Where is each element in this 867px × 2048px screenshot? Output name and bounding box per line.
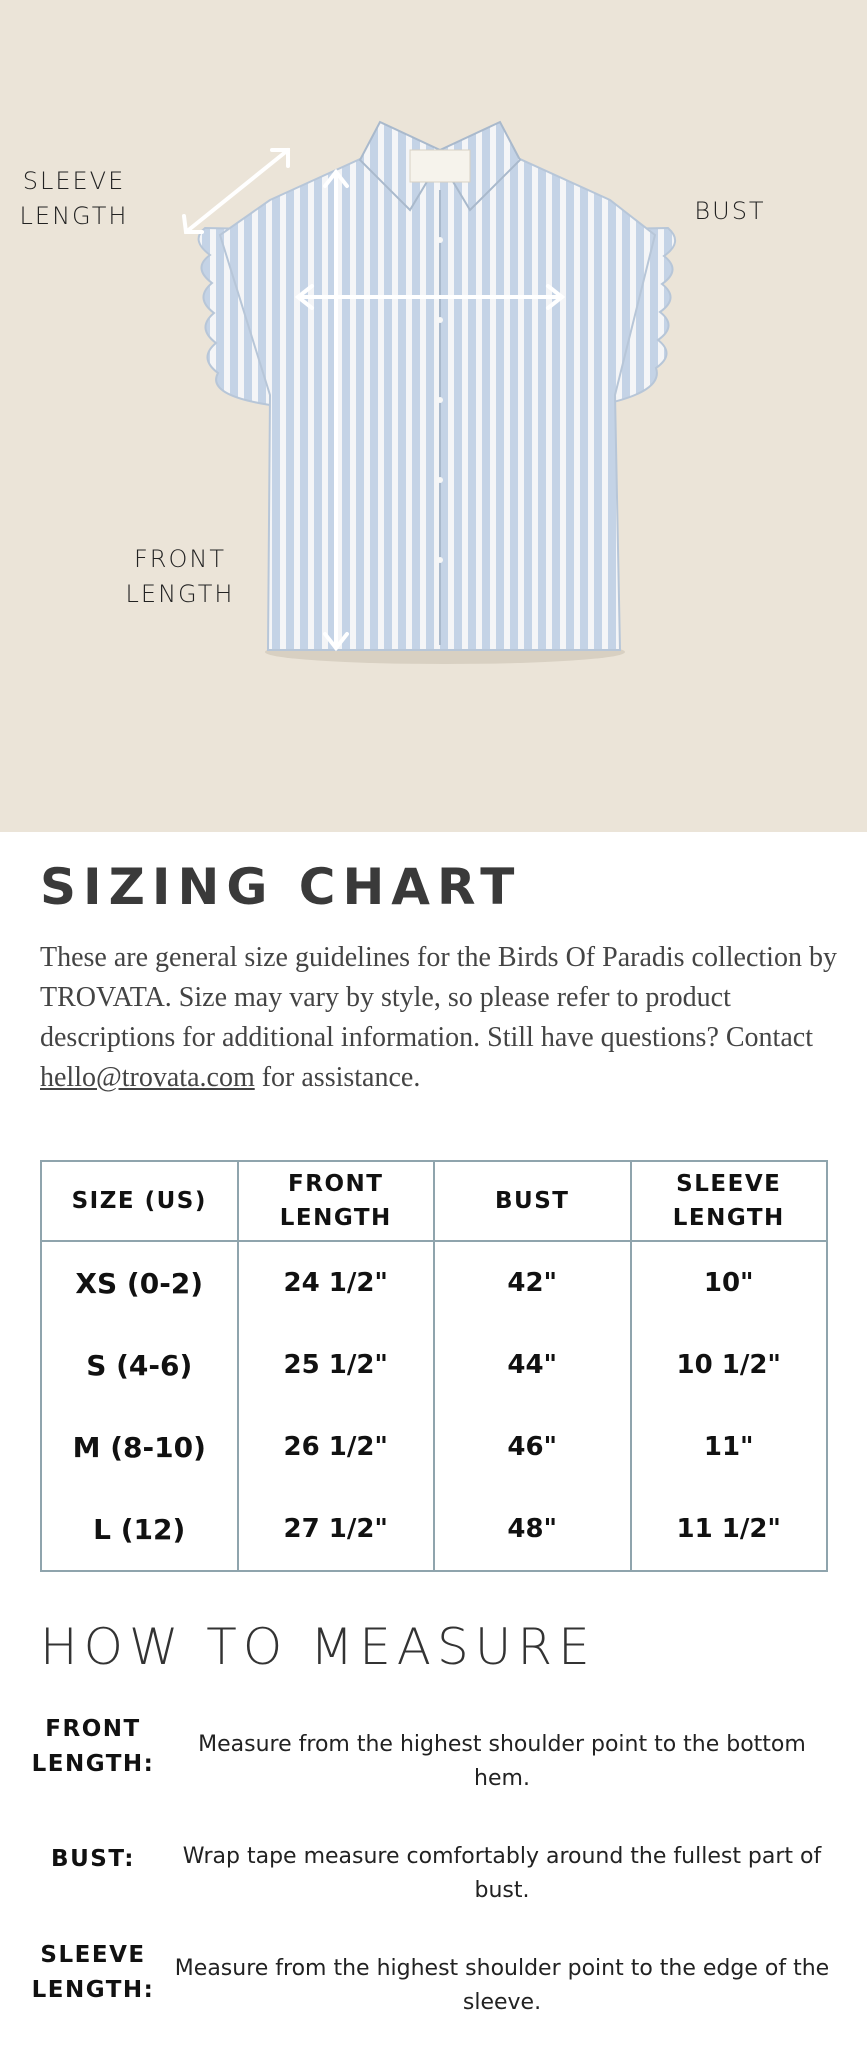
table-row (41, 1406, 827, 1488)
measure-definition: Measure from the highest shoulder point to the edge of the sleeve. (174, 1956, 830, 2015)
table-cell: 48" (434, 1488, 631, 1571)
table-cell: S (4-6) (41, 1324, 238, 1406)
sleeve-length-label: SLEEVE LENGTH (19, 167, 129, 230)
table-cell: 25 1/2" (238, 1324, 435, 1406)
size-table (40, 1160, 828, 1572)
bust-label: BUST (694, 197, 766, 225)
how-to-measure-title: HOW TO MEASURE (40, 1618, 596, 1676)
table-cell: 46" (434, 1406, 631, 1488)
table-cell: 42" (434, 1241, 631, 1324)
sizing-chart-title: SIZING CHART (40, 858, 522, 916)
table-cell: 10" (631, 1241, 828, 1324)
intro-text-end: for assistance. (254, 1062, 421, 1093)
table-cell: 10 1/2" (631, 1324, 828, 1406)
column-header-size: SIZE (US) (41, 1161, 238, 1241)
measure-term: SLEEVE LENGTH: (31, 1942, 155, 2003)
column-header-front-length: FRONT LENGTH (238, 1161, 435, 1241)
table-cell: 24 1/2" (238, 1241, 435, 1324)
table-cell: 27 1/2" (238, 1488, 435, 1571)
measure-definition: Measure from the highest shoulder point to the bottom hem. (198, 1732, 806, 1791)
table-cell: 11" (631, 1406, 828, 1488)
table-row (41, 1241, 827, 1324)
column-header-bust: BUST (434, 1161, 631, 1241)
email-link[interactable]: hello@trovata.com (40, 1062, 255, 1093)
table-cell: XS (0-2) (41, 1241, 238, 1324)
intro-text: These are general size guidelines for the Birds Of Paradis collection by TROVATA. Size may vary by style, so please refer to product descriptions for additional information. Still have questions? Contact (40, 942, 837, 1053)
product-image-panel (0, 0, 867, 832)
table-cell: L (12) (41, 1488, 238, 1571)
table-cell: 11 1/2" (631, 1488, 828, 1571)
measure-definition: Wrap tape measure comfortably around the fullest part of bust. (182, 1844, 822, 1903)
column-header-sleeve-length: SLEEVE LENGTH (631, 1161, 828, 1241)
measure-term: FRONT LENGTH: (31, 1716, 155, 1777)
sizing-intro (40, 938, 840, 1098)
table-row (41, 1488, 827, 1571)
measure-term: BUST: (51, 1846, 135, 1872)
table-cell: 44" (434, 1324, 631, 1406)
table-cell: M (8-10) (41, 1406, 238, 1488)
table-header-row (41, 1161, 827, 1241)
shirt-illustration (0, 0, 867, 832)
front-length-label: FRONT LENGTH (125, 545, 235, 608)
table-cell: 26 1/2" (238, 1406, 435, 1488)
table-row (41, 1324, 827, 1406)
